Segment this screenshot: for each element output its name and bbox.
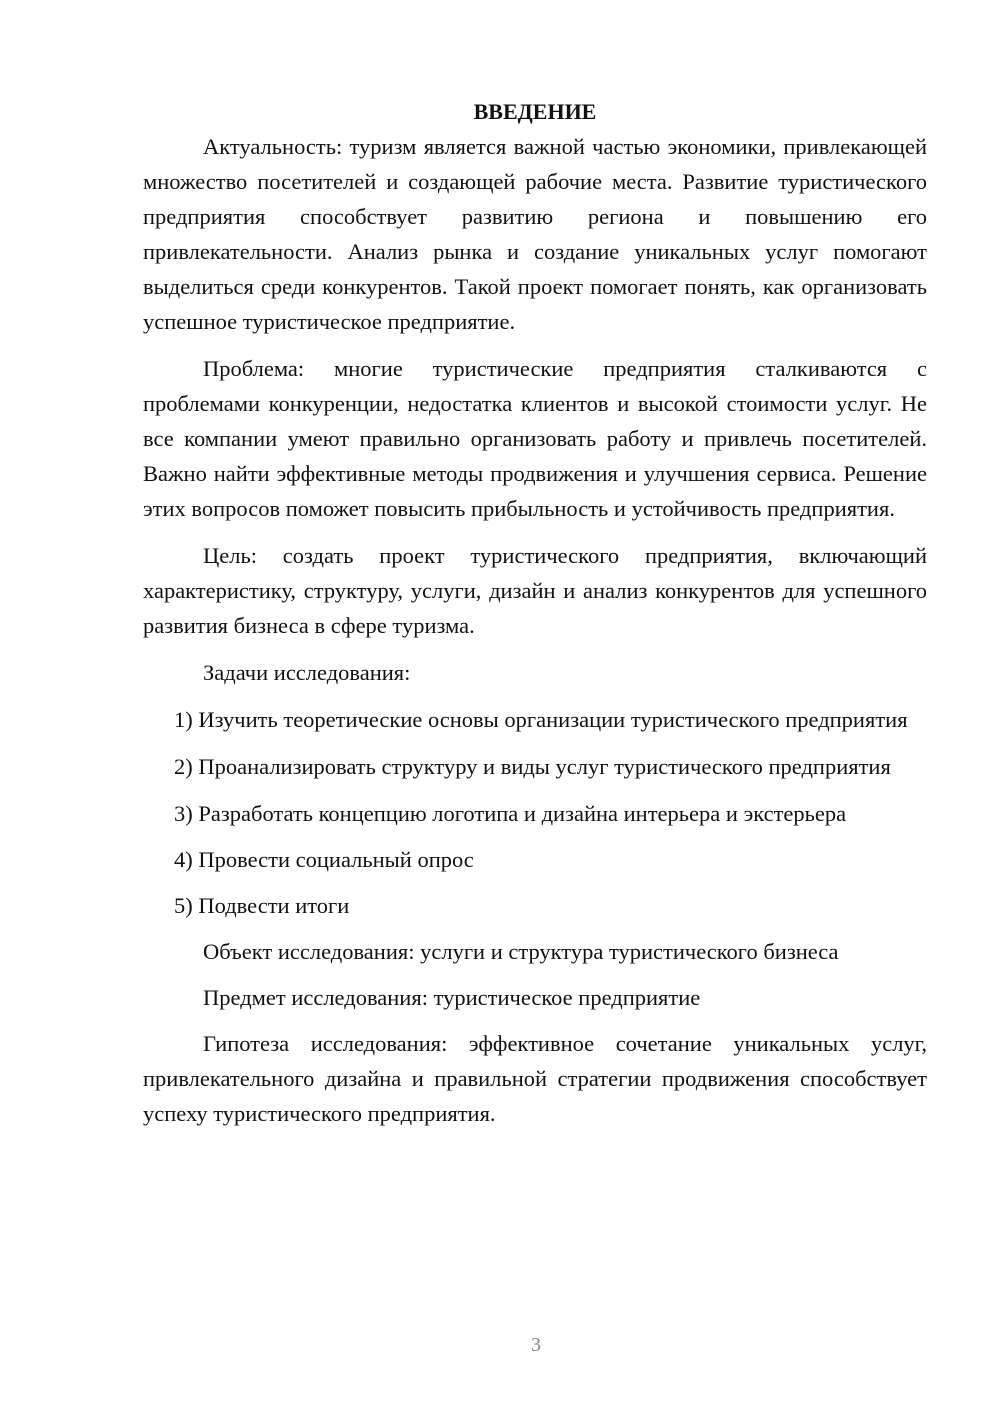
task-item-2: 2) Проанализировать структуру и виды услуг туристического предприятия [174, 754, 891, 779]
research-subject: Предмет исследования: туристическое предприятие [203, 985, 701, 1010]
research-object: Объект исследования: услуги и структура туристического бизнеса [203, 939, 839, 964]
goal-paragraph: Цель: создать проект туристического предприятия, включающий характеристику, структуру, услуги, дизайн и анализ конкурентов для успешного развития бизнеса в сфере туризма. [143, 543, 927, 638]
task-item-1: 1) Изучить теоретические основы организации туристического предприятия [174, 707, 908, 732]
page-title: ВВЕДЕНИЕ [473, 99, 597, 124]
page-number: 3 [531, 1334, 541, 1356]
task-item-5: 5) Подвести итоги [174, 893, 350, 918]
task-item-3: 3) Разработать концепцию логотипа и дизайна интерьера и экстерьера [174, 801, 847, 826]
research-hypothesis: Гипотеза исследования: эффективное сочетание уникальных услуг, привлекательного дизайна и правильной стратегии продвижения способствует успеху туристического предприятия. [143, 1031, 927, 1126]
relevance-paragraph: Актуальность: туризм является важной частью экономики, привлекающей множество посетителей и создающей рабочие места. Развитие туристического предприятия способствует развитию региона и повышению его привлекательности. Анализ рынка и создание уникальных услуг помогают выделиться среди конкурентов. Такой проект помогает понять, как организовать успешное туристическое предприятие. [143, 134, 927, 334]
task-item-4: 4) Провести социальный опрос [174, 847, 474, 872]
tasks-heading: Задачи исследования: [203, 660, 411, 685]
problem-paragraph: Проблема: многие туристические предприятия сталкиваются с проблемами конкуренции, недостатка клиентов и высокой стоимости услуг. Не все компании умеют правильно организовать работу и привлечь посетителей. Важно найти эффективные методы продвижения и улучшения сервиса. Решение этих вопросов поможет повысить прибыльность и устойчивость предприятия. [143, 356, 927, 521]
page-content [143, 94, 927, 1131]
